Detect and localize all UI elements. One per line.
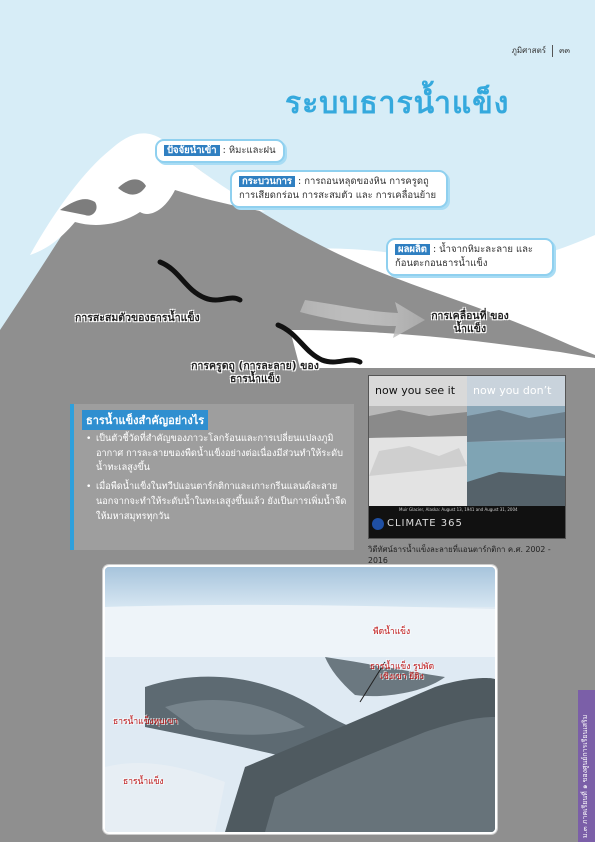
ablation-label: การครูดถู (การละลาย) ของธารน้ำแข็ง	[191, 360, 319, 386]
subject-label: ภูมิศาสตร์	[511, 46, 547, 55]
list-item: • เมื่อพืดน้ำแข็งในทวีปแอนตาร์กติกาและเกาะกรีนแลนด์ละลาย นอกจากจะทำให้ระดับน้ำในทะเลสูงขึ้นแล้ว ยังเป็นการเพิ่มน้ำจืดให้มหาสมุทรทุกวัน	[86, 480, 348, 524]
climate-logo: CLIMATE 365	[387, 518, 463, 529]
page-title: ระบบธารน้ำแข็ง	[285, 86, 510, 121]
input-tag: ปัจจัยนำเข้า	[164, 145, 220, 156]
ice-sheet-label: พืดน้ำแข็ง	[373, 627, 411, 637]
input-text: : หิมะและฝน	[222, 145, 276, 156]
comparison-video[interactable]	[368, 375, 566, 539]
list-item: • เป็นตัวชี้วัดที่สำคัญของภาวะโลกร้อนและการเปลี่ยนแปลงภูมิอากาศ การละลายของพืดน้ำแข็งอย่างต่อเนื่องมีส่วนทำให้ระดับน้ำทะเลสูงขึ้น	[86, 432, 348, 476]
video-caption: วิดีทัศน์ธารน้ำแข็งละลายที่แอนตาร์กติกา ค.ศ. 2002 - 2016	[368, 545, 551, 565]
piedmont-glacier-label: ธารน้ำแข็ง รูปพัดเชิงเขา ยีดิง	[369, 662, 435, 683]
importance-list	[86, 432, 348, 528]
aerial-image	[105, 567, 495, 832]
process-bubble	[230, 170, 448, 208]
side-tab	[578, 690, 595, 842]
input-bubble	[155, 139, 285, 163]
output-bubble	[386, 238, 554, 276]
glacier-comparison-image	[369, 376, 565, 538]
importance-title: ธารน้ำแข็งสำคัญอย่างไร	[82, 410, 208, 430]
output-tag: ผลผลิต	[395, 244, 430, 255]
glacier-aerial-photo	[103, 565, 497, 834]
side-tab-text: ม.๓ ภาคเรียนที่ ๑ ของศูนย์การเรียนเสริม	[581, 714, 589, 838]
header-divider	[552, 45, 553, 57]
now-you-dont-label: now you don’t	[473, 384, 552, 397]
page-number: ๓๓	[559, 46, 570, 55]
glacier-label: ธารน้ำแข็ง	[123, 777, 164, 787]
movement-label: การเคลื่อนที่ ของน้ำแข็ง	[431, 310, 509, 336]
photo-small-caption: Muir Glacier, Alaska: August 13, 1941 and August 31, 2004	[399, 507, 518, 512]
process-tag: กระบวนการ	[239, 176, 295, 187]
page-header	[512, 44, 570, 57]
accumulation-label: การสะสมตัวของธารน้ำแข็ง	[75, 312, 200, 324]
output-text: : น้ำจากหิมะละลาย และ ก้อนตะกอนธารน้ำแข็ง	[395, 244, 533, 269]
process-text: : การถอนหลุดของหิน การครูดถู การเสียดกร่อน การสะสมตัว และ การเคลื่อนย้าย	[239, 176, 437, 201]
valley-glacier-label: ธารน้ำแข็งหุบเขา	[113, 717, 179, 727]
now-you-see-it-label: now you see it	[375, 384, 456, 397]
importance-box	[70, 404, 354, 550]
